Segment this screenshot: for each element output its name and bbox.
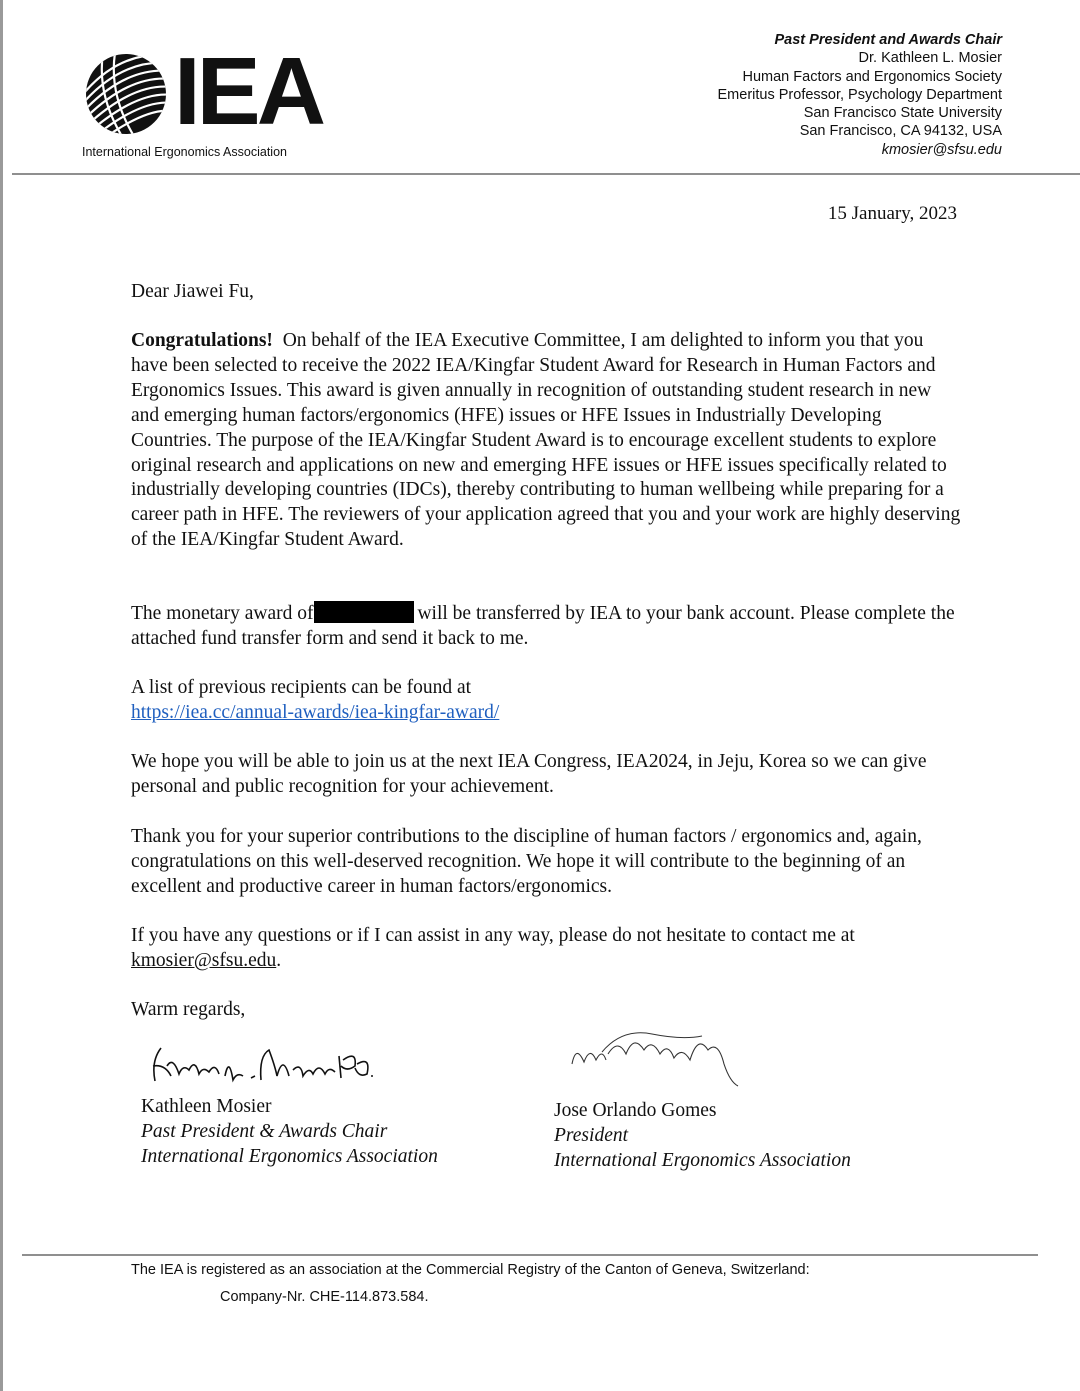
signatory-name: Kathleen Mosier [141, 1096, 272, 1117]
paragraph-3-text: A list of previous recipients can be found at [131, 677, 472, 698]
signatory-gomes [554, 1098, 851, 1173]
paragraph-1-text: On behalf of the IEA Executive Committee, I am delighted to inform you that you have been selected to receive the 2022 IEA/Kingfar Student Award for Research in Human Factors and Ergonomics Issues. This award is given annually in recognition of outstanding student research in new and emerging human factors/ergonomics (HFE) issues or HFE Issues in Industrially Developing Countries. The purpose of the IEA/Kingfar Student Award is to encourage excellent students to explore original research and applications on new and emerging HFE issues or HFE issues specifically related to industrially developing countries (IDCs), thereby contributing to human wellbeing while preparing for a career path in HFE. The reviewers of your application agreed that you and your work are highly deserving of the IEA/Kingfar Student Award. [131, 330, 961, 551]
logo-mark: IEA [174, 38, 323, 145]
sender-society: Human Factors and Ergonomics Society [742, 68, 1002, 85]
paragraph-congratulations [131, 329, 961, 553]
salutation: Dear Jiawei Fu, [131, 281, 254, 302]
sender-university: San Francisco State University [803, 105, 1002, 122]
footer-divider [22, 1254, 1038, 1256]
signatory-title: President [554, 1125, 629, 1146]
globe-icon [84, 52, 168, 136]
signatory-title: Past President & Awards Chair [141, 1121, 388, 1142]
paragraph-6-before: If you have any questions or if I can assist in any way, please do not hesitate to contact me at [131, 925, 855, 946]
logo-org-name: International Ergonomics Association [82, 145, 287, 159]
signatory-org: International Ergonomics Association [141, 1146, 438, 1167]
sender-email: kmosier@sfsu.edu [881, 141, 1002, 158]
letter-date: 15 January, 2023 [827, 203, 957, 224]
paragraph-monetary-award [131, 601, 961, 652]
signatory-org: International Ergonomics Association [554, 1150, 851, 1171]
footer-registration: The IEA is registered as an association at the Commercial Registry of the Canton of Geneva, Switzerland: [131, 1262, 810, 1278]
paragraph-contact [131, 924, 961, 974]
closing: Warm regards, [131, 999, 246, 1020]
header-divider [12, 173, 1080, 175]
sender-title: Emeritus Professor, Psychology Department [717, 86, 1002, 103]
contact-email-link[interactable]: kmosier@sfsu.edu [131, 949, 277, 971]
signature-mosier [143, 1036, 383, 1096]
paragraph-previous-recipients [131, 676, 961, 726]
paragraph-2-before: The monetary award of [131, 603, 314, 624]
signatory-mosier [141, 1094, 438, 1169]
sender-role: Past President and Awards Chair [774, 32, 1002, 48]
paragraph-2-after: will be transferred by IEA to your bank account. Please complete the attached fund transfer form and send it back to me. [131, 603, 955, 649]
congratulations-bold: Congratulations! [131, 330, 273, 351]
page-left-edge [0, 0, 3, 1391]
signature-gomes [562, 1024, 752, 1096]
redacted-amount [314, 601, 414, 623]
paragraph-congress: We hope you will be able to join us at the next IEA Congress, IEA2024, in Jeju, Korea so we can give personal and public recognition for your achievement. [131, 751, 927, 797]
signatory-name: Jose Orlando Gomes [554, 1100, 717, 1121]
paragraph-thank-you: Thank you for your superior contributions to the discipline of human factors / ergonomics and, again, congratulations on this well-deserved recognition. We hope it will contribute to the beginning of an excellent and productive career in human factors/ergonomics. [131, 826, 922, 897]
award-link[interactable]: https://iea.cc/annual-awards/iea-kingfar-award/ [131, 701, 500, 723]
sender-city: San Francisco, CA 94132, USA [799, 123, 1002, 140]
footer-company-number: Company-Nr. CHE-114.873.584. [220, 1289, 429, 1305]
sender-name: Dr. Kathleen L. Mosier [858, 50, 1002, 67]
sender-address-block [718, 31, 1002, 159]
iea-logo [82, 38, 323, 163]
paragraph-6-after: . [276, 949, 282, 971]
